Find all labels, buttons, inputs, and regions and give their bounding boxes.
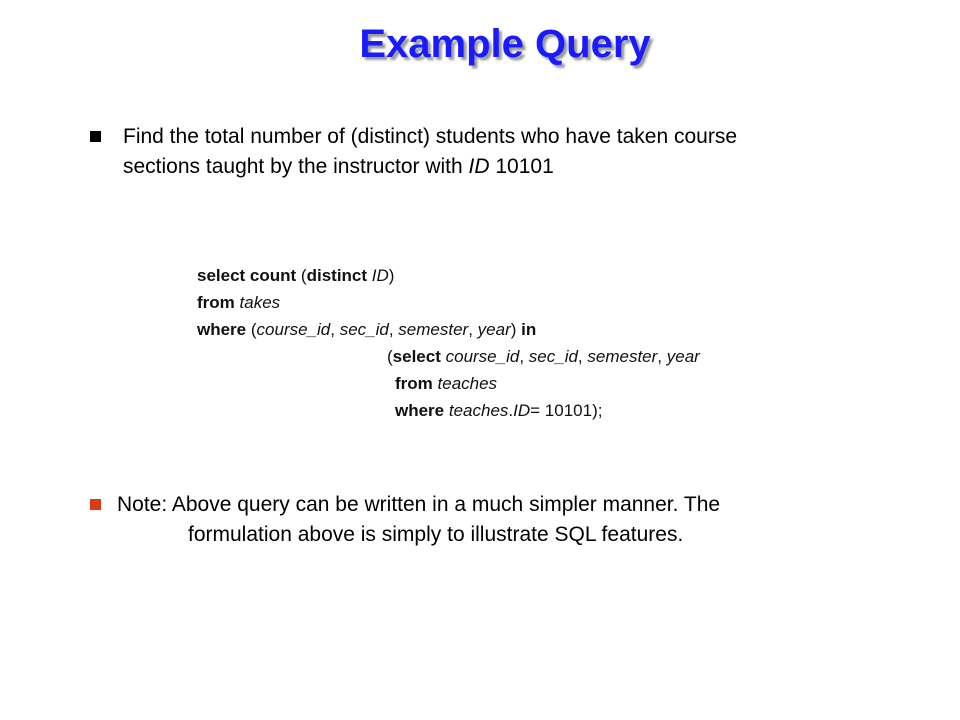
sql-text: ,	[468, 320, 478, 339]
sql-identifier: year	[477, 320, 511, 339]
sql-identifier: year	[666, 347, 700, 366]
sql-text: = 10101);	[530, 401, 603, 420]
sql-identifier: teaches	[448, 401, 509, 420]
sql-keyword: select	[392, 347, 441, 366]
sql-text: ,	[577, 347, 588, 366]
sql-keyword: in	[521, 320, 537, 339]
sql-keyword: where	[197, 320, 247, 339]
sql-line-from	[197, 289, 536, 316]
bullet-question	[90, 122, 870, 182]
slide-title: Example Query	[359, 22, 651, 66]
bullet-question-line-2	[123, 152, 903, 182]
sql-query-block	[197, 262, 700, 424]
sql-identifier: sec_id	[339, 320, 389, 339]
bullet-note-line-2: formulation above is simply to illustrate SQL features.	[188, 523, 684, 546]
text-span: 10101	[489, 155, 554, 178]
bullet-note-line-1: Note: Above query can be written in a much simpler manner. The	[117, 493, 721, 516]
sql-line-select	[197, 262, 536, 289]
sql-text: (	[387, 347, 393, 366]
sql-text: )	[388, 266, 395, 285]
bullet-square-icon	[90, 131, 101, 142]
italic-id: ID	[468, 155, 490, 178]
sql-identifier: course_id	[445, 347, 520, 366]
sql-identifier: takes	[239, 293, 281, 312]
sql-identifier: semester	[587, 347, 658, 366]
sql-identifier: ID	[513, 401, 531, 420]
sql-identifier: course_id	[256, 320, 331, 339]
sql-text: (	[296, 266, 307, 285]
sql-identifier: semester	[398, 320, 469, 339]
sql-text: ,	[657, 347, 667, 366]
sql-keyword: distinct	[306, 266, 368, 285]
sql-keyword: select count	[197, 266, 297, 285]
bullet-note	[90, 490, 870, 550]
sql-text: ,	[330, 320, 340, 339]
sql-text: ,	[388, 320, 399, 339]
sql-text: .	[508, 401, 514, 420]
sql-line-subselect	[387, 343, 726, 370]
sql-keyword: from	[197, 293, 235, 312]
sql-text: (	[246, 320, 257, 339]
sql-line-subwhere	[395, 397, 734, 424]
sql-keyword: from	[395, 374, 433, 393]
bullet-question-line-1: Find the total number of (distinct) students who have taken course	[123, 125, 737, 148]
text-span: sections taught by the instructor with	[123, 155, 469, 178]
bullet-square-icon	[90, 499, 101, 510]
sql-line-subfrom	[395, 370, 734, 397]
sql-text: )	[510, 320, 522, 339]
sql-line-where	[197, 316, 536, 343]
sql-keyword: where	[395, 401, 445, 420]
sql-identifier: ID	[371, 266, 389, 285]
sql-identifier: teaches	[437, 374, 498, 393]
sql-text: ,	[519, 347, 529, 366]
sql-identifier: sec_id	[528, 347, 578, 366]
